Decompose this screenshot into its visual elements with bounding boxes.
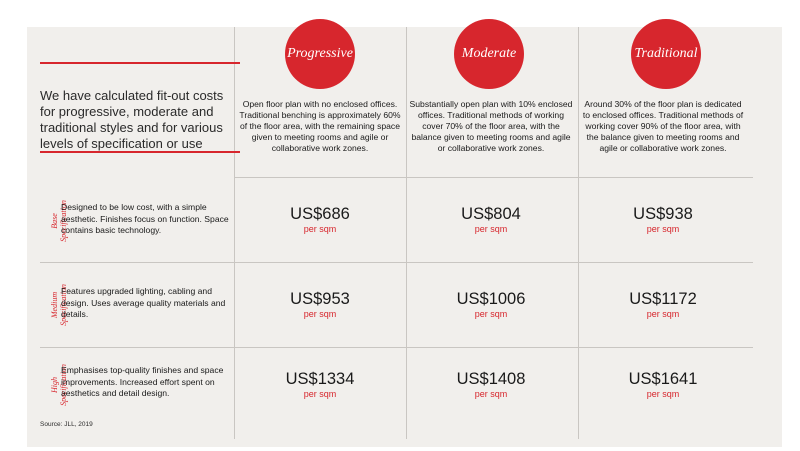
base-progressive-price: US$686 per sqm [290,205,350,234]
red-rule-top [40,62,240,64]
cost-table-panel [27,27,782,447]
row-divider [40,347,753,348]
medium-spec-description: Features upgraded lighting, cabling and design. Uses average quality materials and details. [61,286,226,319]
base-spec-label: Base Specification [50,200,68,242]
progressive-description: Open floor plan with no enclosed offices. Traditional benching is approximately 60% of the floor area, with the remaining space given to meeting rooms and agile or collaborative work zones. [239,99,401,153]
row-divider [234,177,753,178]
high-progressive-price: US$1334 per sqm [285,370,355,399]
red-rule-bottom [40,151,240,153]
source-note: Source: JLL, 2019 [40,421,93,428]
row-divider [40,262,753,263]
progressive-circle: Progressive [285,19,355,89]
traditional-description: Around 30% of the floor plan is dedicated to enclosed offices. Traditional methods of working cover 90% of the floor area, with the balance given to meeting rooms and agile or collaborative work zones. [582,99,744,153]
base-moderate-price: US$804 per sqm [461,205,521,234]
high-spec-description: Emphasises top-quality finishes and space improvements. Increased effort spent on aesthetics and detail design. [61,365,224,398]
high-spec-label: High Specification [50,364,68,406]
moderate-description: Substantially open plan with 10% enclosed offices. Traditional methods of working cover 70% of the floor area, with the balance given to meeting rooms and agile or collaborative work zones. [409,99,573,153]
column-divider [406,27,407,439]
traditional-circle: Traditional [631,19,701,89]
medium-spec-label: Medium Specification [50,284,68,326]
moderate-circle: Moderate [454,19,524,89]
medium-progressive-price: US$953 per sqm [290,290,350,319]
medium-traditional-price: US$1172 per sqm [629,290,697,319]
intro-text: We have calculated fit-out costs for progressive, moderate and traditional styles and for various levels of specification or use [40,88,224,151]
high-moderate-price: US$1408 per sqm [456,370,526,399]
high-traditional-price: US$1641 per sqm [628,370,698,399]
base-traditional-price: US$938 per sqm [633,205,693,234]
base-spec-description: Designed to be low cost, with a simple aesthetic. Finishes focus on function. Space contains basic technology. [61,202,229,235]
column-divider [578,27,579,439]
medium-moderate-price: US$1006 per sqm [456,290,526,319]
